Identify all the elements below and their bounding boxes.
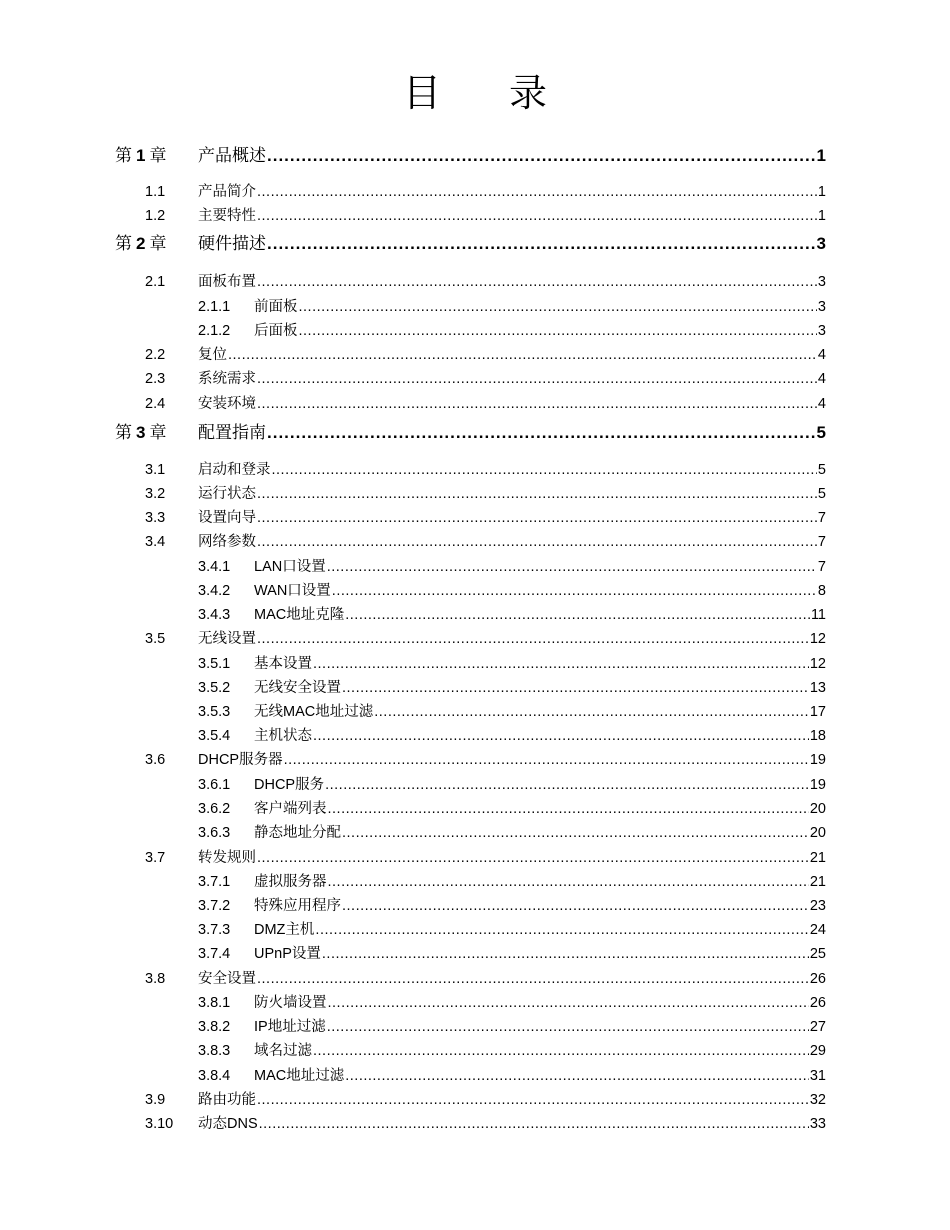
- toc-entry-body: [198, 346, 826, 364]
- toc-entry-number: 3.3: [145, 510, 166, 526]
- chapter-number: 2: [136, 234, 146, 253]
- toc-entry-body: [254, 298, 826, 316]
- toc-entry-title: LAN口设置: [254, 559, 326, 575]
- toc-entry-section[interactable]: [0, 269, 950, 291]
- toc-entry-title: 系统需求: [198, 371, 256, 387]
- toc-entry-title: 动态DNS: [198, 1116, 258, 1132]
- toc-entry-page-number: 27: [809, 1019, 826, 1035]
- toc-entry-page-number: 1: [816, 146, 826, 165]
- dot-leader: [313, 1042, 809, 1060]
- toc-entry-body: [198, 461, 826, 479]
- dot-leader: [299, 322, 817, 340]
- dot-leader: [257, 1091, 809, 1109]
- toc-entry-number: 1.1: [145, 184, 166, 200]
- toc-entry-page-number: 4: [817, 396, 826, 412]
- toc-entry-body: [254, 558, 826, 576]
- toc-entry-body: [198, 970, 826, 988]
- dot-leader: [257, 370, 817, 388]
- toc-entry-title: 配置指南: [198, 423, 266, 442]
- chapter-number: 3: [136, 423, 146, 442]
- toc-entry-title: 硬件描述: [198, 234, 266, 253]
- toc-entry-section[interactable]: [0, 626, 950, 648]
- toc-entry-number: [115, 147, 166, 165]
- dot-leader: [257, 485, 817, 503]
- toc-entry-page-number: 29: [809, 1043, 826, 1059]
- toc-entry-page-number: 21: [809, 874, 826, 890]
- toc-entry-sub[interactable]: [0, 917, 950, 939]
- toc-entry-sub[interactable]: [0, 723, 950, 745]
- toc-entry-title: 虚拟服务器: [254, 874, 327, 890]
- dot-leader: [327, 1018, 809, 1036]
- toc-entry-page-number: 12: [809, 656, 826, 672]
- toc-entry-number: [115, 424, 166, 442]
- toc-entry-page-number: 3: [816, 234, 826, 253]
- toc-entry-page-number: 17: [809, 704, 826, 720]
- dot-leader: [342, 897, 809, 915]
- toc-entry-chapter[interactable]: [0, 231, 950, 253]
- toc-entry-page-number: 13: [809, 680, 826, 696]
- toc-entry-sub[interactable]: [0, 820, 950, 842]
- toc-entry-page-number: 7: [817, 510, 826, 526]
- toc-entry-page-number: 3: [817, 323, 826, 339]
- toc-entry-body: [198, 751, 826, 769]
- chapter-prefix: 第: [115, 423, 132, 442]
- toc-entry-number: 1.2: [145, 208, 166, 224]
- toc-entry-sub[interactable]: [0, 893, 950, 915]
- toc-entry-chapter[interactable]: [0, 420, 950, 442]
- dot-leader: [325, 776, 809, 794]
- toc-entry-number: 2.4: [145, 396, 166, 412]
- toc-entry-section[interactable]: [0, 1087, 950, 1109]
- toc-entry-number: 3.4: [145, 534, 166, 550]
- toc-entry-body: [198, 630, 826, 648]
- toc-entry-title: 特殊应用程序: [254, 898, 341, 914]
- toc-entry-sub[interactable]: [0, 990, 950, 1012]
- dot-leader: [257, 207, 817, 225]
- dot-leader: [259, 1115, 809, 1133]
- toc-entry-title: 转发规则: [198, 850, 256, 866]
- toc-entry-body: [254, 322, 826, 340]
- toc-entry-section[interactable]: [0, 1111, 950, 1133]
- toc-entry-number: 2.3: [145, 371, 166, 387]
- dot-leader: [257, 509, 817, 527]
- toc-entry-page-number: 33: [809, 1116, 826, 1132]
- toc-entry-title: MAC地址过滤: [254, 1068, 345, 1084]
- toc-entry-page-number: 24: [809, 922, 826, 938]
- toc-entry-title: 域名过滤: [254, 1043, 312, 1059]
- toc-entry-number: 3.8.2: [198, 1019, 231, 1035]
- toc-entry-title: 安全设置: [198, 971, 256, 987]
- toc-entry-number: 2.2: [145, 347, 166, 363]
- toc-entry-number: 3.6: [145, 752, 166, 768]
- toc-entry-section[interactable]: [0, 391, 950, 413]
- toc-entry-number: 3.6.3: [198, 825, 231, 841]
- toc-entry-body: [198, 849, 826, 867]
- chapter-prefix: 第: [115, 146, 132, 165]
- toc-entry-page-number: 7: [817, 559, 826, 575]
- toc-entry-page-number: 7: [817, 534, 826, 550]
- toc-entry-page-number: 4: [817, 347, 826, 363]
- toc-entry-page-number: 12: [809, 631, 826, 647]
- toc-entry-number: 3.4.3: [198, 607, 231, 623]
- toc-entry-number: 3.5.3: [198, 704, 231, 720]
- toc-entry-title: 设置向导: [198, 510, 256, 526]
- dot-leader: [327, 558, 817, 576]
- toc-entry-page-number: 19: [809, 777, 826, 793]
- toc-entry-sub[interactable]: [0, 869, 950, 891]
- toc-entry-sub[interactable]: [0, 1063, 950, 1085]
- toc-entry-section[interactable]: [0, 481, 950, 503]
- dot-leader: [267, 424, 816, 442]
- toc-entry-number: 3.9: [145, 1092, 166, 1108]
- toc-entry-title: 无线MAC地址过滤: [254, 704, 374, 720]
- toc-entry-body: [198, 273, 826, 291]
- toc-entry-number: 2.1: [145, 274, 166, 290]
- toc-entry-number: 3.1: [145, 462, 166, 478]
- toc-entry-number: 3.4.2: [198, 583, 231, 599]
- toc-entry-title: 面板布置: [198, 274, 256, 290]
- toc-entry-number: 3.5.4: [198, 728, 231, 744]
- toc-entry-number: 3.6.2: [198, 801, 231, 817]
- toc-entry-title: 主机状态: [254, 728, 312, 744]
- dot-leader: [257, 533, 817, 551]
- toc-entry-page-number: 18: [809, 728, 826, 744]
- chapter-prefix: 第: [115, 234, 132, 253]
- toc-entry-title: DMZ主机: [254, 922, 315, 938]
- chapter-suffix: 章: [149, 423, 167, 442]
- toc-entry-body: [198, 235, 826, 253]
- toc-entry-body: [198, 424, 826, 442]
- toc-entry-body: [198, 207, 826, 225]
- toc-entry-section[interactable]: [0, 342, 950, 364]
- toc-entry-body: [254, 824, 826, 842]
- toc-entry-chapter[interactable]: [0, 143, 950, 165]
- toc-entry-sub[interactable]: [0, 699, 950, 721]
- toc-entry-number: 3.8.3: [198, 1043, 231, 1059]
- toc-entry-title: IP地址过滤: [254, 1019, 326, 1035]
- toc-entry-body: [254, 776, 826, 794]
- toc-entry-body: [254, 703, 826, 721]
- toc-entry-number: 3.2: [145, 486, 166, 502]
- dot-leader: [332, 582, 817, 600]
- toc-entry-number: [115, 235, 166, 253]
- toc-entry-body: [254, 679, 826, 697]
- toc-entry-body: [198, 509, 826, 527]
- toc-entry-number: 3.8.4: [198, 1068, 231, 1084]
- toc-entry-body: [254, 945, 826, 963]
- dot-leader: [257, 183, 817, 201]
- toc-entry-sub[interactable]: [0, 651, 950, 673]
- dot-leader: [315, 921, 808, 939]
- dot-leader: [257, 970, 809, 988]
- toc-entry-body: [254, 606, 826, 624]
- toc-entry-title: 基本设置: [254, 656, 312, 672]
- dot-leader: [267, 147, 816, 165]
- toc-entry-page-number: 11: [810, 607, 826, 623]
- dot-leader: [272, 461, 817, 479]
- toc-entry-number: 3.8: [145, 971, 166, 987]
- toc-entry-body: [198, 533, 826, 551]
- toc-entry-number: 3.10: [145, 1116, 174, 1132]
- toc-entry-page-number: 20: [809, 825, 826, 841]
- dot-leader: [257, 630, 809, 648]
- chapter-suffix: 章: [149, 146, 167, 165]
- toc-entry-section[interactable]: [0, 529, 950, 551]
- toc-entry-body: [198, 147, 826, 165]
- toc-entry-title: 主要特性: [198, 208, 256, 224]
- dot-leader: [322, 945, 809, 963]
- dot-leader: [328, 873, 809, 891]
- toc-entry-section[interactable]: [0, 179, 950, 201]
- dot-leader: [299, 298, 817, 316]
- toc-entry-page-number: 19: [809, 752, 826, 768]
- toc-entry-body: [198, 1091, 826, 1109]
- toc-entry-number: 3.7.2: [198, 898, 231, 914]
- toc-entry-page-number: 1: [817, 208, 826, 224]
- toc-entry-body: [198, 1115, 826, 1133]
- dot-leader: [328, 994, 809, 1012]
- toc-entry-title: DHCP服务: [254, 777, 325, 793]
- toc-entry-page-number: 31: [809, 1068, 826, 1084]
- toc-entry-number: 3.5.1: [198, 656, 231, 672]
- toc-entry-sub[interactable]: [0, 772, 950, 794]
- toc-entry-title: 运行状态: [198, 486, 256, 502]
- toc-entry-page-number: 26: [809, 995, 826, 1011]
- toc-entry-title: 产品简介: [198, 184, 256, 200]
- dot-leader: [342, 824, 809, 842]
- toc-entry-sub[interactable]: [0, 554, 950, 576]
- dot-leader: [284, 751, 809, 769]
- toc-entry-title: 防火墙设置: [254, 995, 327, 1011]
- toc-entry-section[interactable]: [0, 505, 950, 527]
- chapter-number: 1: [136, 146, 146, 165]
- toc-entry-page-number: 4: [817, 371, 826, 387]
- toc-entry-section[interactable]: [0, 366, 950, 388]
- toc-entry-sub[interactable]: [0, 1014, 950, 1036]
- toc-entry-page-number: 8: [817, 583, 826, 599]
- dot-leader: [313, 727, 809, 745]
- toc-entry-body: [254, 897, 826, 915]
- dot-leader: [257, 395, 817, 413]
- toc-entry-section[interactable]: [0, 747, 950, 769]
- toc-entry-page-number: 5: [817, 462, 826, 478]
- toc-entry-number: 3.5: [145, 631, 166, 647]
- toc-entry-sub[interactable]: [0, 675, 950, 697]
- toc-entry-number: 3.7: [145, 850, 166, 866]
- toc-entry-number: 3.7.4: [198, 946, 231, 962]
- toc-entry-title: 产品概述: [198, 146, 266, 165]
- dot-leader: [342, 679, 809, 697]
- toc-entry-title: 安装环境: [198, 396, 256, 412]
- toc-entry-title: 无线设置: [198, 631, 256, 647]
- dot-leader: [267, 235, 816, 253]
- toc-entry-body: [254, 994, 826, 1012]
- dot-leader: [257, 849, 809, 867]
- toc-entry-number: 3.7.1: [198, 874, 231, 890]
- toc-entry-title: 无线安全设置: [254, 680, 341, 696]
- toc-entry-title: 复位: [198, 347, 227, 363]
- toc-entry-section[interactable]: [0, 966, 950, 988]
- toc-entry-section[interactable]: [0, 845, 950, 867]
- toc-entry-sub[interactable]: [0, 796, 950, 818]
- toc-entry-number: 3.6.1: [198, 777, 231, 793]
- toc-entry-title: 静态地址分配: [254, 825, 341, 841]
- toc-entry-body: [198, 395, 826, 413]
- toc-entry-title: DHCP服务器: [198, 752, 283, 768]
- toc-entry-page-number: 5: [816, 423, 826, 442]
- dot-leader: [374, 703, 809, 721]
- toc-entry-body: [198, 370, 826, 388]
- toc-entry-body: [198, 183, 826, 201]
- toc-entry-page-number: 23: [809, 898, 826, 914]
- toc-entry-number: 3.8.1: [198, 995, 231, 1011]
- toc-entry-page-number: 26: [809, 971, 826, 987]
- dot-leader: [228, 346, 817, 364]
- toc-entry-number: 3.4.1: [198, 559, 231, 575]
- toc-entry-body: [254, 873, 826, 891]
- toc-entry-title: 网络参数: [198, 534, 256, 550]
- toc-entry-title: 启动和登录: [198, 462, 271, 478]
- toc-entry-body: [254, 1042, 826, 1060]
- toc-entry-page-number: 3: [817, 274, 826, 290]
- toc-entry-sub[interactable]: [0, 941, 950, 963]
- toc-title: 目 录: [402, 71, 576, 115]
- toc-entry-page-number: 21: [809, 850, 826, 866]
- toc-entry-number: 3.7.3: [198, 922, 231, 938]
- toc-entry-page-number: 20: [809, 801, 826, 817]
- dot-leader: [345, 1067, 809, 1085]
- toc-entry-sub[interactable]: [0, 318, 950, 340]
- toc-entry-body: [254, 655, 826, 673]
- toc-entry-page-number: 3: [817, 299, 826, 315]
- dot-leader: [257, 273, 817, 291]
- toc-entry-section[interactable]: [0, 203, 950, 225]
- toc-entry-number: 2.1.2: [198, 323, 231, 339]
- toc-entry-title: 客户端列表: [254, 801, 327, 817]
- toc-entry-title: WAN口设置: [254, 583, 331, 599]
- toc-entry-sub[interactable]: [0, 1038, 950, 1060]
- toc-entry-body: [254, 800, 826, 818]
- toc-entry-section[interactable]: [0, 457, 950, 479]
- toc-entry-title: UPnP设置: [254, 946, 321, 962]
- toc-entry-page-number: 32: [809, 1092, 826, 1108]
- toc-entry-sub[interactable]: [0, 602, 950, 624]
- toc-entry-body: [254, 1067, 826, 1085]
- toc-entry-body: [254, 1018, 826, 1036]
- toc-entry-page-number: 1: [817, 184, 826, 200]
- toc-entry-body: [198, 485, 826, 503]
- toc-entry-body: [254, 727, 826, 745]
- toc-entry-page-number: 25: [809, 946, 826, 962]
- toc-entry-title: 后面板: [254, 323, 298, 339]
- dot-leader: [313, 655, 809, 673]
- toc-entry-body: [254, 582, 826, 600]
- dot-leader: [328, 800, 809, 818]
- toc-entry-number: 3.5.2: [198, 680, 231, 696]
- toc-entry-number: 2.1.1: [198, 299, 231, 315]
- toc-entry-title: 前面板: [254, 299, 298, 315]
- toc-entry-body: [254, 921, 826, 939]
- toc-entry-sub[interactable]: [0, 294, 950, 316]
- toc-entry-sub[interactable]: [0, 578, 950, 600]
- toc-entry-title: MAC地址克隆: [254, 607, 345, 623]
- dot-leader: [345, 606, 810, 624]
- chapter-suffix: 章: [149, 234, 167, 253]
- toc-entry-page-number: 5: [817, 486, 826, 502]
- toc-entry-title: 路由功能: [198, 1092, 256, 1108]
